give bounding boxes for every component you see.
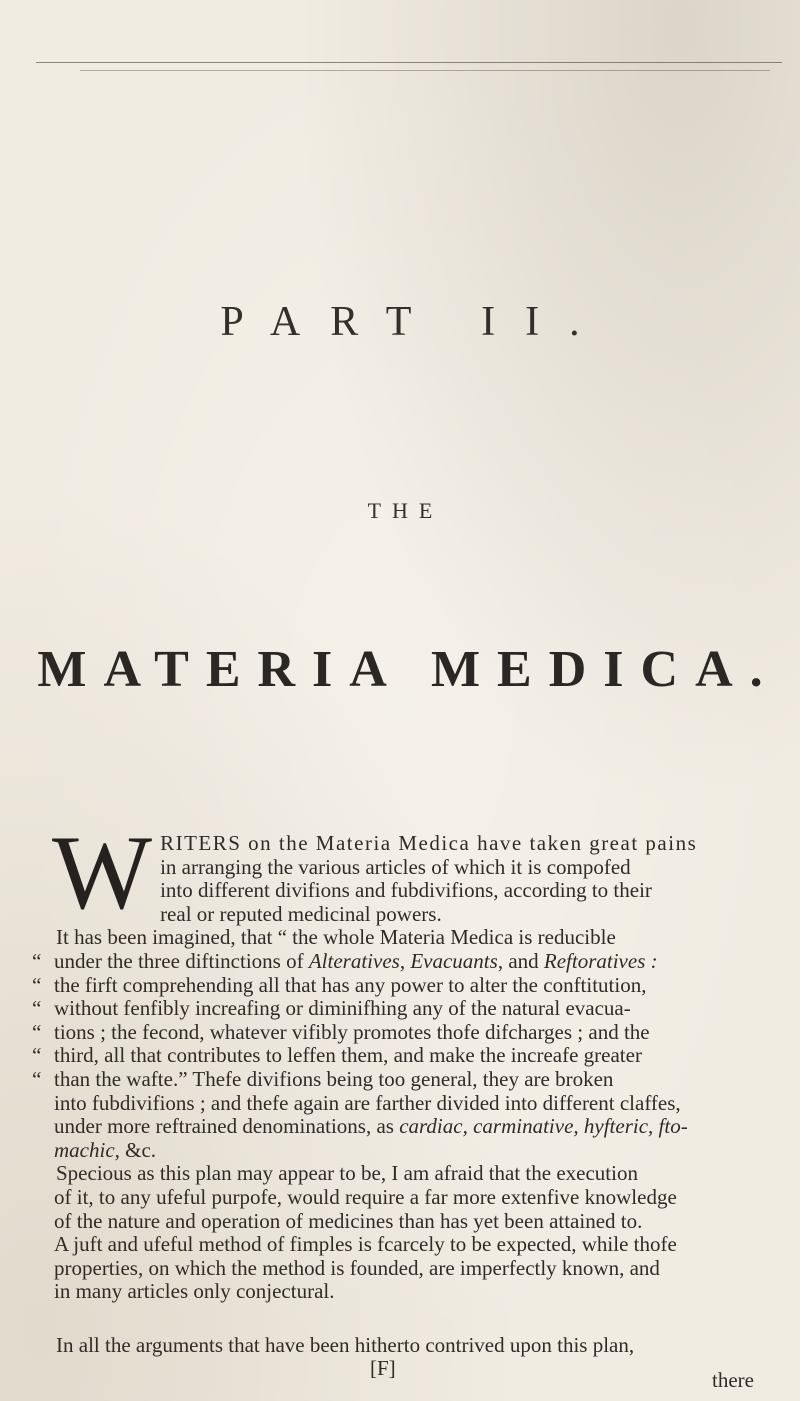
quote-mark: “ [32,1066,42,1091]
the-heading: THE [367,498,444,523]
text-span: than the wafte.” Thefe divifions being too general, they are broken [54,1066,614,1091]
top-rule [36,62,782,63]
text-line: RITERS on the Materia Medica have taken great pains [160,831,698,855]
quote-mark: “ [32,996,42,1021]
text-line: in many articles only conjectural. [54,1279,335,1304]
text-span: &c. [119,1137,157,1162]
text-line: It has been imagined, that “ the whole Materia Medica is reducible [56,925,616,950]
quote-mark: “ [32,1019,42,1044]
text-span: third, all that contributes to leffen them, and make the increafe greater [54,1043,642,1068]
text-span: under more reftrained denominations, as [54,1114,400,1139]
text-line: properties, on which the method is founded, are imperfectly known, and [54,1255,660,1280]
text-line: real or reputed medicinal powers. [160,901,442,926]
text-line [32,1043,786,1068]
signature-mark: [F] [370,1356,396,1380]
text-span: tions ; the fecond, whatever vifibly promotes thofe difcharges ; and the [54,1019,650,1044]
text-span: under the three diftinctions of [54,948,309,973]
text-line [32,996,786,1021]
paragraph-specious [54,1162,786,1304]
paragraph-arguments [54,1333,786,1358]
text-line [32,1019,786,1045]
quote-mark: “ [32,972,42,997]
drop-cap: W [52,814,153,931]
catchword: there [712,1368,754,1392]
text-line [54,1139,786,1163]
text-line: A juft and ufeful method of fimples is fcarcely to be expected, while thofe [54,1232,677,1257]
text-span: , and [497,948,544,973]
quote-mark: “ [32,948,42,973]
text-line [32,972,786,998]
text-line [32,948,786,974]
text-line [32,1066,786,1092]
quote-mark: “ [32,1043,42,1068]
title-heading: MATERIA MEDICA. [37,641,780,698]
text-line: in arranging the various articles of which it is compofed [160,854,631,879]
part-heading: PART II. [220,299,610,345]
paragraph-divisions [32,925,786,1162]
italic-term: Alteratives [308,948,400,973]
text-line: of the nature and operation of medicines than has yet been attained to. [54,1208,643,1233]
text-span: , [399,948,411,973]
text-span: the firft comprehending all that has any power to alter the conftitution, [54,972,647,997]
text-line: into different divifions and fubdivifions, according to their [160,878,652,903]
top-rule-faint [80,70,770,71]
italic-term: Evacuants [410,948,498,973]
italic-term: cardiac, carminative, hyfteric, fto- [399,1114,688,1139]
italic-term: machic, [54,1137,120,1162]
text-line: In all the arguments that have been hitherto contrived upon this plan, [56,1333,635,1357]
text-line: into fubdivifions ; and thefe again are farther divided into different claffes, [54,1090,681,1115]
body-text [32,814,786,1304]
text-line [54,1115,786,1139]
text-line: Specious as this plan may appear to be, I am afraid that the execution [56,1161,638,1186]
text-span: without fenfibly increafing or diminifhing any of the natural evacua- [54,996,631,1021]
paragraph-intro [52,814,786,931]
text-line: of it, to any ufeful purpofe, would require a far more extenfive knowledge [54,1184,677,1209]
italic-term: Reftoratives : [543,948,658,973]
